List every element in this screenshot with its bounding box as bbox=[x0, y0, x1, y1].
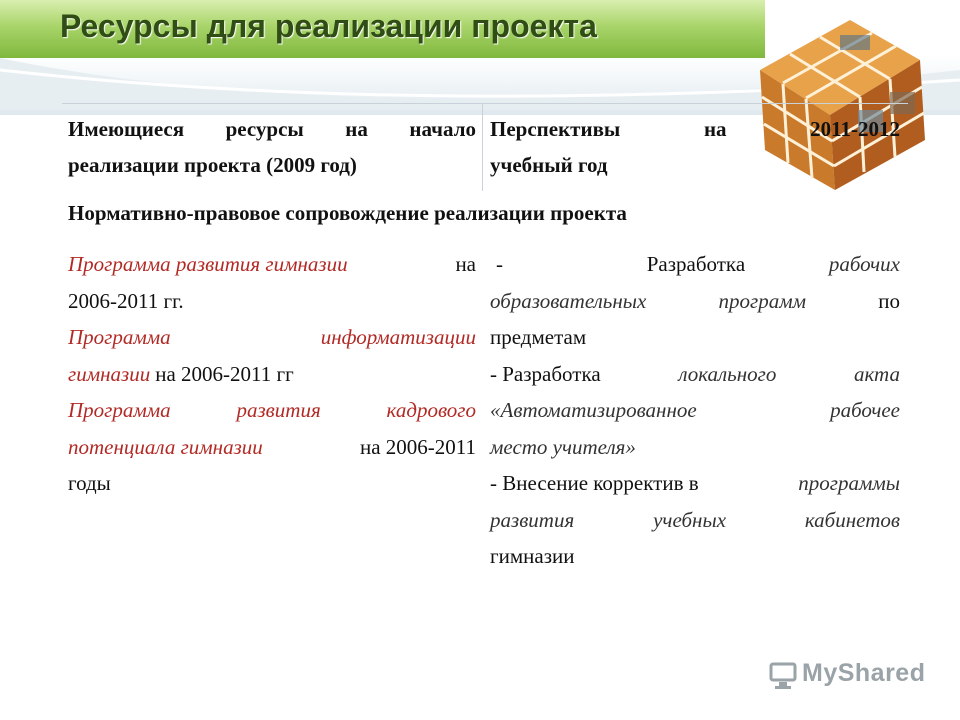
resources-table bbox=[62, 103, 908, 583]
right-line6-italic: место учителя» bbox=[490, 434, 636, 459]
right-line1-dash: - bbox=[496, 252, 503, 276]
right-line3-text: предметам bbox=[490, 325, 587, 349]
right-line6 bbox=[490, 429, 900, 466]
right-line4-italic2: акта bbox=[854, 361, 900, 386]
header-right-word1: Перспективы bbox=[490, 117, 621, 141]
right-line5 bbox=[490, 392, 900, 429]
right-line9-text: гимназии bbox=[490, 544, 575, 568]
left-line3-word1: Программа bbox=[68, 325, 171, 349]
table-column-divider bbox=[482, 103, 483, 191]
left-line6 bbox=[68, 429, 476, 466]
left-line6-tail: на 2006-2011 bbox=[359, 434, 476, 459]
left-line4 bbox=[68, 356, 476, 393]
left-line4-red: гимназии bbox=[68, 361, 151, 386]
right-line8-word3: кабинетов bbox=[804, 507, 900, 532]
left-line7-text: годы bbox=[68, 471, 111, 495]
monitor-icon bbox=[768, 661, 798, 691]
right-line4-lead: - Разработка bbox=[490, 361, 601, 386]
header-right-line2 bbox=[490, 147, 900, 183]
slide-title: Ресурсы для реализации проекта bbox=[60, 8, 597, 44]
right-line2-word1: образовательных bbox=[490, 288, 647, 313]
right-line7 bbox=[490, 465, 900, 502]
watermark-text: MyShared bbox=[802, 659, 926, 687]
left-line3 bbox=[68, 319, 476, 356]
title-bar bbox=[0, 0, 765, 58]
left-line1-tail: на bbox=[455, 252, 476, 276]
header-left-text2: реализации проекта (2009 год) bbox=[68, 153, 357, 177]
perspectives-list bbox=[490, 246, 900, 575]
header-left-text1: Имеющиеся ресурсы на начало bbox=[68, 117, 476, 141]
header-existing-resources bbox=[68, 111, 476, 183]
header-right-line1 bbox=[490, 111, 900, 147]
left-line5-word1: Программа bbox=[68, 398, 171, 422]
left-line4-tail: на 2006-2011 гг bbox=[155, 361, 294, 386]
left-line5-word3: кадрового bbox=[386, 398, 476, 422]
header-right-word2: на bbox=[703, 117, 727, 141]
right-line9 bbox=[490, 538, 900, 575]
right-line2-word3: по bbox=[878, 288, 900, 313]
right-line8-word1: развития bbox=[490, 507, 575, 532]
header-left-line1 bbox=[68, 111, 476, 147]
right-line1-italic: рабочих bbox=[828, 252, 900, 276]
left-line6-red: потенциала гимназии bbox=[68, 434, 263, 459]
existing-resources-list bbox=[68, 246, 476, 502]
right-line2-word2: программ bbox=[718, 288, 807, 313]
left-line2 bbox=[68, 283, 476, 320]
left-line5-word2: развития bbox=[236, 398, 321, 422]
right-line4-italic1: локального bbox=[678, 361, 777, 386]
section-title: Нормативно-правовое сопровождение реализации проекта bbox=[68, 201, 627, 225]
right-line4 bbox=[490, 356, 900, 393]
table-top-rule bbox=[62, 103, 908, 104]
right-line8-word2: учебных bbox=[653, 507, 727, 532]
header-right-text2: учебный год bbox=[490, 153, 608, 177]
left-line3-word2: информатизации bbox=[320, 325, 476, 349]
header-perspectives bbox=[490, 111, 900, 183]
myshared-logo bbox=[768, 657, 928, 693]
right-line1-word: Разработка bbox=[646, 252, 746, 276]
right-line3 bbox=[490, 319, 900, 356]
right-line7-italic: программы bbox=[798, 471, 900, 495]
right-line1 bbox=[490, 246, 900, 283]
right-line8 bbox=[490, 502, 900, 539]
program-development-link-text: Программа развития гимназии bbox=[68, 252, 348, 276]
left-line2-text: 2006-2011 гг. bbox=[68, 288, 184, 313]
right-line7-lead: - Внесение корректив в bbox=[490, 471, 699, 495]
right-line5-italic2: рабочее bbox=[830, 398, 900, 422]
right-line5-italic1: «Автоматизированное bbox=[490, 398, 697, 422]
header-left-line2 bbox=[68, 147, 476, 183]
header-right-word3: 2011-2012 bbox=[810, 117, 900, 141]
left-line5 bbox=[68, 392, 476, 429]
right-line2 bbox=[490, 283, 900, 320]
left-line7 bbox=[68, 465, 476, 502]
left-line1 bbox=[68, 246, 476, 283]
